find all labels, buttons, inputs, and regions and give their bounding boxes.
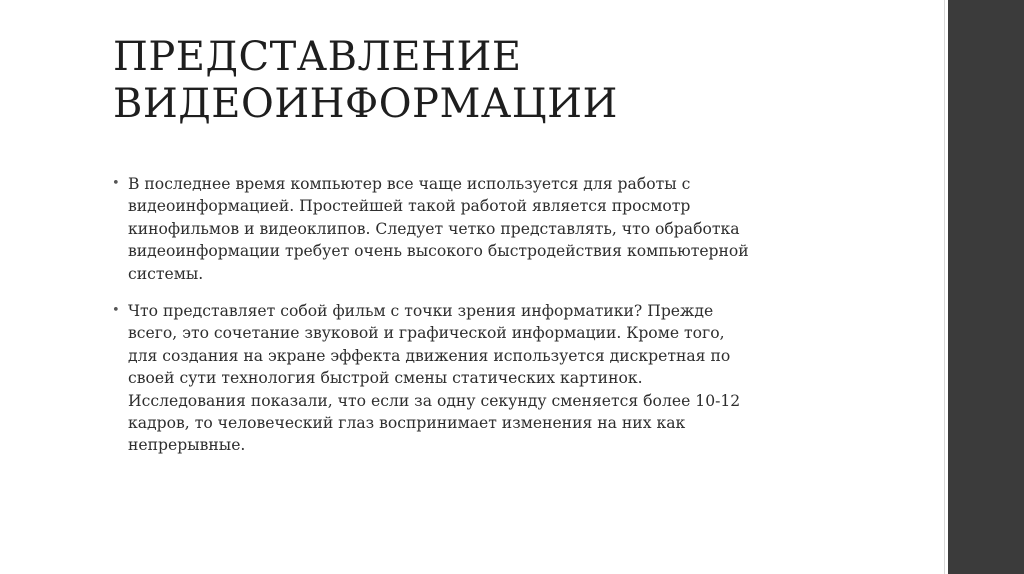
bullet-2-line: Что представляет собой фильм с точки зрения информатики? Прежде xyxy=(128,302,714,321)
bullet-text-1 xyxy=(128,173,832,285)
slide-body xyxy=(112,173,832,472)
bullet-2-line: для создания на экране эффекта движения используется дискретная по xyxy=(128,346,731,365)
bullet-item-2 xyxy=(112,300,832,457)
bullet-2-line: непрерывные. xyxy=(128,436,246,455)
bullet-1-line: видеоинформацией. Простейшей такой работой является просмотр xyxy=(128,197,691,216)
bullet-dot-icon: • xyxy=(112,176,120,191)
bullet-1-line: В последнее время компьютер все чаще используется для работы с xyxy=(128,175,691,193)
bullet-1-line: системы. xyxy=(128,264,204,283)
bullet-1-line: кинофильмов и видеоклипов. Следует четко представлять, что обработка xyxy=(128,219,740,238)
page-title xyxy=(113,34,913,128)
bullet-1-line: видеоинформации требует очень высокого быстродействия компьютерной xyxy=(128,242,749,261)
title-line-1: ПРЕДСТАВЛЕНИЕ xyxy=(113,34,522,80)
bullet-item-1 xyxy=(112,173,832,285)
bullet-dot-icon: • xyxy=(112,303,120,319)
side-bar xyxy=(948,0,1024,574)
bullet-2-line: кадров, то человеческий глаз воспринимает изменения на них как xyxy=(128,414,686,433)
bullet-2-line: всего, это сочетание звуковой и графической информации. Кроме того, xyxy=(128,324,725,343)
bullet-2-line: своей сути технология быстрой смены статических картинок. xyxy=(128,369,643,388)
bullet-text-2 xyxy=(128,300,832,457)
bullet-2-line: Исследования показали, что если за одну секунду сменяется более 10-12 xyxy=(128,391,741,410)
title-line-2: ВИДЕОИНФОРМАЦИИ xyxy=(113,81,618,127)
